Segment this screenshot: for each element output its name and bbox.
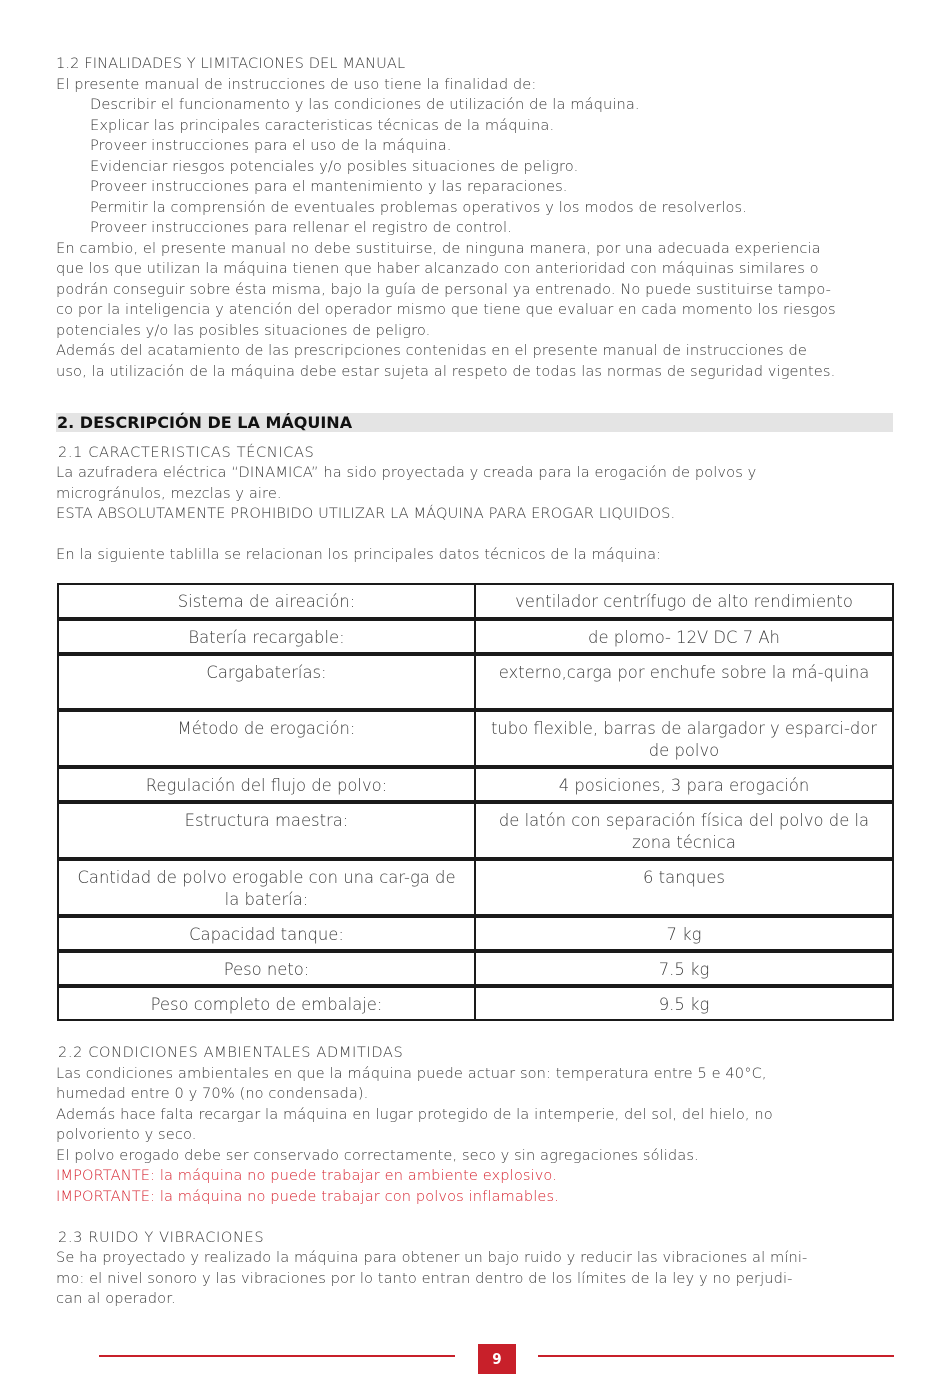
spec-value: 6 tanques [475, 859, 893, 916]
section-1-2-heading: 1.2 FINALIDADES Y LIMITACIONES DEL MANUAL [56, 55, 406, 72]
table-row [58, 802, 893, 859]
spec-value: externo,carga por enchufe sobre la má-quina [475, 654, 893, 710]
spec-key: Batería recargable: [58, 619, 475, 654]
table-row [58, 986, 893, 1020]
purpose-item: Proveer instrucciones para el uso de la máquina. [90, 137, 452, 154]
table-row [58, 584, 893, 619]
table-row [58, 951, 893, 986]
paragraph-line: can al operador. [56, 1290, 176, 1307]
spec-value: tubo flexible, barras de alargador y esparci-dor de polvo [475, 710, 893, 767]
section-2-3-heading: 2.3 RUIDO Y VIBRACIONES [58, 1229, 265, 1246]
paragraph-line: Las condiciones ambientales en que la máquina puede actuar son: temperatura entre 5 e 40°C, [56, 1065, 767, 1082]
section-1-2-intro: El presente manual de instrucciones de uso tiene la finalidad de: [56, 76, 537, 93]
spec-key: Cargabaterías: [58, 654, 475, 710]
paragraph-line: co por la inteligencia y atención del operador mismo que tiene que evaluar en cada momento los riesgos [56, 301, 836, 318]
paragraph-line: La azufradera eléctrica “DINAMICA” ha sido proyectada y creada para la erogación de polvos y [56, 464, 757, 481]
spec-key: Método de erogación: [58, 710, 475, 767]
spec-key: Peso completo de embalaje: [58, 986, 475, 1020]
purpose-item: Proveer instrucciones para rellenar el registro de control. [90, 219, 512, 236]
prohibition-line: ESTA ABSOLUTAMENTE PROHIBIDO UTILIZAR LA MÁQUINA PARA EROGAR LIQUIDOS. [56, 505, 676, 522]
spec-value: 9.5 kg [475, 986, 893, 1020]
purpose-item: Proveer instrucciones para el mantenimiento y las reparaciones. [90, 178, 568, 195]
paragraph-line: mo: el nivel sonoro y las vibraciones por lo tanto entran dentro de los límites de la ley y no perjudi- [56, 1270, 793, 1287]
spec-value: ventilador centrífugo de alto rendimiento [475, 584, 893, 619]
section-2-2-heading: 2.2 CONDICIONES AMBIENTALES ADMITIDAS [58, 1044, 404, 1061]
spec-key: Regulación del flujo de polvo: [58, 767, 475, 802]
paragraph-line: En cambio, el presente manual no debe sustituirse, de ninguna manera, por una adecuada experiencia [56, 240, 821, 257]
footer-rule-right [538, 1355, 894, 1357]
spec-key: Sistema de aireación: [58, 584, 475, 619]
table-row [58, 767, 893, 802]
paragraph-line: que los que utilizan la máquina tienen que haber alcanzado con anterioridad con máquinas similares o [56, 260, 819, 277]
paragraph-line: polvoriento y seco. [56, 1126, 197, 1143]
table-row [58, 619, 893, 654]
spec-key: Capacidad tanque: [58, 916, 475, 951]
table-row [58, 710, 893, 767]
paragraph-line: humedad entre 0 y 70% (no condensada). [56, 1085, 369, 1102]
page-number: 9 [478, 1344, 516, 1374]
spec-key: Peso neto: [58, 951, 475, 986]
section-title: 2. DESCRIPCIÓN DE LA MÁQUINA [57, 413, 353, 432]
paragraph-line: Además del acatamiento de las prescripciones contenidas en el presente manual de instrucciones de [56, 342, 807, 359]
paragraph-line: potenciales y/o las posibles situaciones de peligro. [56, 322, 431, 339]
table-row [58, 859, 893, 916]
warning-line: IMPORTANTE: la máquina no puede trabajar con polvos inflamables. [56, 1188, 559, 1205]
purpose-item: Evidenciar riesgos potenciales y/o posibles situaciones de peligro. [90, 158, 579, 175]
paragraph-line: uso, la utilización de la máquina debe estar sujeta al respeto de todas las normas de seguridad vigentes. [56, 363, 836, 380]
warning-line: IMPORTANTE: la máquina no puede trabajar en ambiente explosivo. [56, 1167, 557, 1184]
purpose-item: Explicar las principales caracteristicas técnicas de la máquina. [90, 117, 555, 134]
section-2-1-heading: 2.1 CARACTERISTICAS TÉCNICAS [58, 444, 315, 461]
table-intro: En la siguiente tablilla se relacionan los principales datos técnicos de la máquina: [56, 546, 662, 563]
spec-value: 4 posiciones, 3 para erogación [475, 767, 893, 802]
technical-data-table [57, 583, 894, 1021]
spec-key: Cantidad de polvo erogable con una car-ga de la batería: [58, 859, 475, 916]
spec-value: de latón con separación física del polvo de la zona técnica [475, 802, 893, 859]
spec-value: 7.5 kg [475, 951, 893, 986]
paragraph-line: podrán conseguir sobre ésta misma, bajo la guía de personal ya entrenado. No puede sustituirse tampo- [56, 281, 831, 298]
paragraph-line: Se ha proyectado y realizado la máquina para obtener un bajo ruido y reducir las vibraciones al míni- [56, 1249, 808, 1266]
table-row [58, 654, 893, 710]
paragraph-line: Además hace falta recargar la máquina en lugar protegido de la intemperie, del sol, del hielo, no [56, 1106, 773, 1123]
footer-rule-left [99, 1355, 455, 1357]
spec-value: 7 kg [475, 916, 893, 951]
purpose-item: Describir el funcionamento y las condiciones de utilización de la máquina. [90, 96, 640, 113]
spec-key: Estructura maestra: [58, 802, 475, 859]
purpose-item: Permitir la comprensión de eventuales problemas operativos y los modos de resolverlos. [90, 199, 747, 216]
spec-value: de plomo- 12V DC 7 Ah [475, 619, 893, 654]
table-row [58, 916, 893, 951]
paragraph-line: microgránulos, mezclas y aire. [56, 485, 282, 502]
paragraph-line: El polvo erogado debe ser conservado correctamente, seco y sin agregaciones sólidas. [56, 1147, 699, 1164]
